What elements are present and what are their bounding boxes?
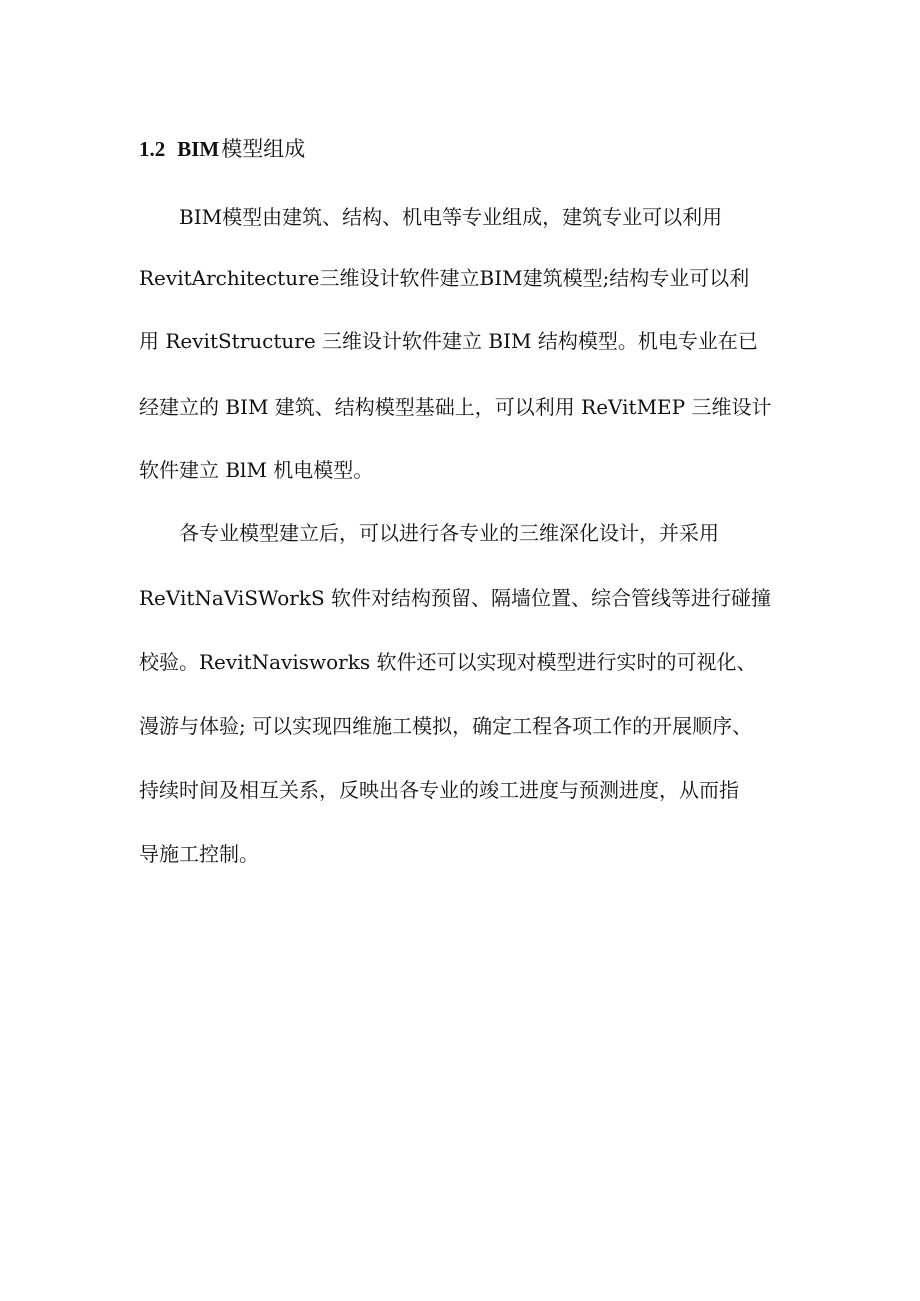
paragraph-line: 校验。RevitNavisworks 软件还可以实现对模型进行实时的可视化、 — [139, 650, 757, 674]
paragraph-line: 导施工控制。 — [139, 842, 259, 866]
paragraph-line: 各专业模型建立后，可以进行各专业的三维深化设计，并采用 — [139, 521, 719, 545]
section-heading — [139, 134, 305, 164]
section-number: 1.2 — [139, 137, 166, 161]
paragraph-line: 软件建立 BlM 机电模型。 — [139, 458, 374, 482]
paragraph-line: 漫游与体验; 可以实现四维施工模拟，确定工程各项工作的开展顺序、 — [139, 714, 753, 738]
paragraph-line: 经建立的 BIM 建筑、结构模型基础上，可以利用 ReVitMEP 三维设计 — [139, 395, 772, 419]
section-title-bim: BIM — [177, 137, 220, 161]
paragraph-line: 用 RevitStructure 三维设计软件建立 BIM 结构模型。机电专业在已 — [139, 329, 758, 353]
paragraph-line: 持续时间及相互关系，反映出各专业的竣工进度与预测进度，从而指 — [139, 778, 739, 802]
section-title: 模型组成 — [221, 137, 306, 161]
paragraph-line: RevitArchitecture三维设计软件建立BIM建筑模型;结构专业可以利 — [139, 266, 750, 290]
paragraph-line: BIM模型由建筑、结构、机电等专业组成，建筑专业可以利用 — [139, 205, 723, 229]
paragraph-line: ReVitNaViSWorkS 软件对结构预留、隔墙位置、综合管线等进行碰撞 — [139, 586, 772, 610]
